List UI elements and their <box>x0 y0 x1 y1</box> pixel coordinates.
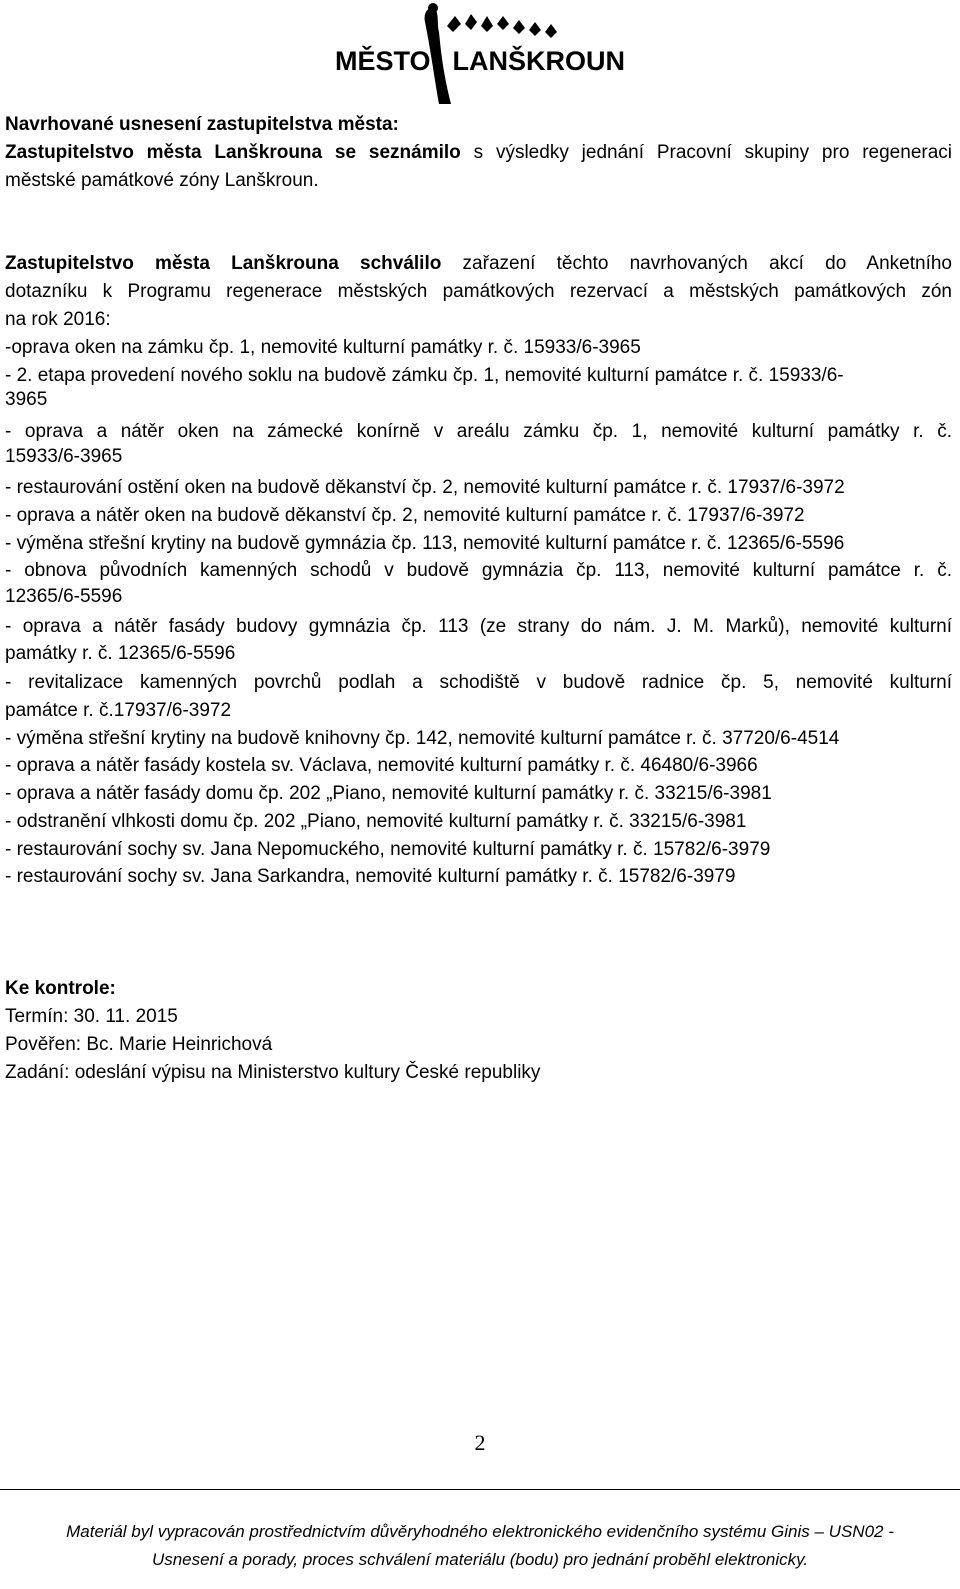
proposal-p2-line2: dotazníku k Programu regenerace městských památkových rezervací a městských památkových zón <box>5 281 952 302</box>
list-item: - oprava a nátěr fasády domu čp. 202 „Piano, nemovité kulturní památky r. č. 33215/6-3981 <box>5 783 772 804</box>
list-item: 3965 <box>5 389 48 410</box>
list-item: - odstranění vlhkosti domu čp. 202 „Piano, nemovité kulturní památky r. č. 33215/6-3981 <box>5 811 747 832</box>
proposal-p1-text: s výsledky jednání Pracovní skupiny pro regeneraci <box>460 142 952 163</box>
footer-line-1: Materiál byl vypracován prostřednictvím důvěryhodného elektronického evidenčního systému Ginis – USN02 - <box>66 1522 894 1541</box>
list-item: - obnova původních kamenných schodů v budově gymnázia čp. 113, nemovité kulturní památce r. č. <box>5 560 952 581</box>
logo-text-mesto: MĚSTO <box>335 46 431 76</box>
list-item: - oprava a nátěr oken na budově děkanství čp. 2, nemovité kulturní památce r. č. 17937/6-3972 <box>5 505 805 526</box>
list-item: památce r. č.17937/6-3972 <box>5 700 232 721</box>
proposal-p1-bold: Zastupitelstvo města Lanškrouna se seznámilo <box>5 142 461 163</box>
list-item: - 2. etapa provedení nového soklu na budově zámku čp. 1, nemovité kulturní památce r. č. 15933/6- <box>5 365 844 386</box>
list-item: 15933/6-3965 <box>5 446 123 467</box>
page-number: 2 <box>474 1430 486 1455</box>
proposal-paragraph-1 <box>5 142 952 164</box>
list-item: - restaurování ostění oken na budově děkanství čp. 2, nemovité kulturní památce r. č. 17937/6-3972 <box>5 477 845 498</box>
list-item: památky r. č. 12365/6-5596 <box>5 643 236 664</box>
proposal-p2-text: zařazení těchto navrhovaných akcí do Anketního <box>441 253 952 274</box>
proposal-heading: Navrhované usnesení zastupitelstva města: <box>5 114 399 135</box>
proposal-p2-line3: na rok 2016: <box>5 309 111 330</box>
proposal-paragraph-2 <box>5 253 952 275</box>
control-task: Zadání: odeslání výpisu na Ministerstvo kultury České republiky <box>5 1062 541 1083</box>
list-item: - výměna střešní krytiny na budově knihovny čp. 142, nemovité kulturní památce r. č. 37720/6-4514 <box>5 728 840 749</box>
list-item: - revitalizace kamenných povrchů podlah a schodiště v budově radnice čp. 5, nemovité kulturní <box>5 672 952 693</box>
footer-divider <box>0 1489 960 1490</box>
city-logo <box>335 2 635 107</box>
logo-wordmark <box>335 46 625 77</box>
logo-text-lanskroun: LANŠKROUN <box>452 46 626 76</box>
control-heading: Ke kontrole: <box>5 978 116 999</box>
control-term: Termín: 30. 11. 2015 <box>5 1006 178 1027</box>
list-item: 12365/6-5596 <box>5 586 123 607</box>
footer <box>0 1518 960 1574</box>
list-item: - restaurování sochy sv. Jana Nepomuckého, nemovité kulturní památky r. č. 15782/6-3979 <box>5 839 771 860</box>
list-item: - výměna střešní krytiny na budově gymnázia čp. 113, nemovité kulturní památce r. č. 12365/6-5596 <box>5 533 845 554</box>
proposal-p2-bold: Zastupitelstvo města Lanškrouna schválilo <box>5 253 442 274</box>
list-item: - oprava a nátěr oken na zámecké konírně v areálu zámku čp. 1, nemovité kulturní památky r. č. <box>5 421 952 442</box>
list-item: - restaurování sochy sv. Jana Sarkandra, nemovité kulturní památky r. č. 15782/6-3979 <box>5 866 736 887</box>
control-assigned: Pověřen: Bc. Marie Heinrichová <box>5 1034 273 1055</box>
list-item: -oprava oken na zámku čp. 1, nemovité kulturní památky r. č. 15933/6-3965 <box>5 337 641 358</box>
footer-line-2: Usnesení a porady, proces schválení materiálu (bodu) pro jednání proběhl elektronicky. <box>151 1550 809 1569</box>
list-item: - oprava a nátěr fasády kostela sv. Václava, nemovité kulturní památky r. č. 46480/6-3966 <box>5 755 758 776</box>
proposal-p1-line2: městské památkové zóny Lanškroun. <box>5 170 319 191</box>
list-item: - oprava a nátěr fasády budovy gymnázia čp. 113 (ze strany do nám. J. M. Marků), nemovité kulturní <box>5 616 952 637</box>
